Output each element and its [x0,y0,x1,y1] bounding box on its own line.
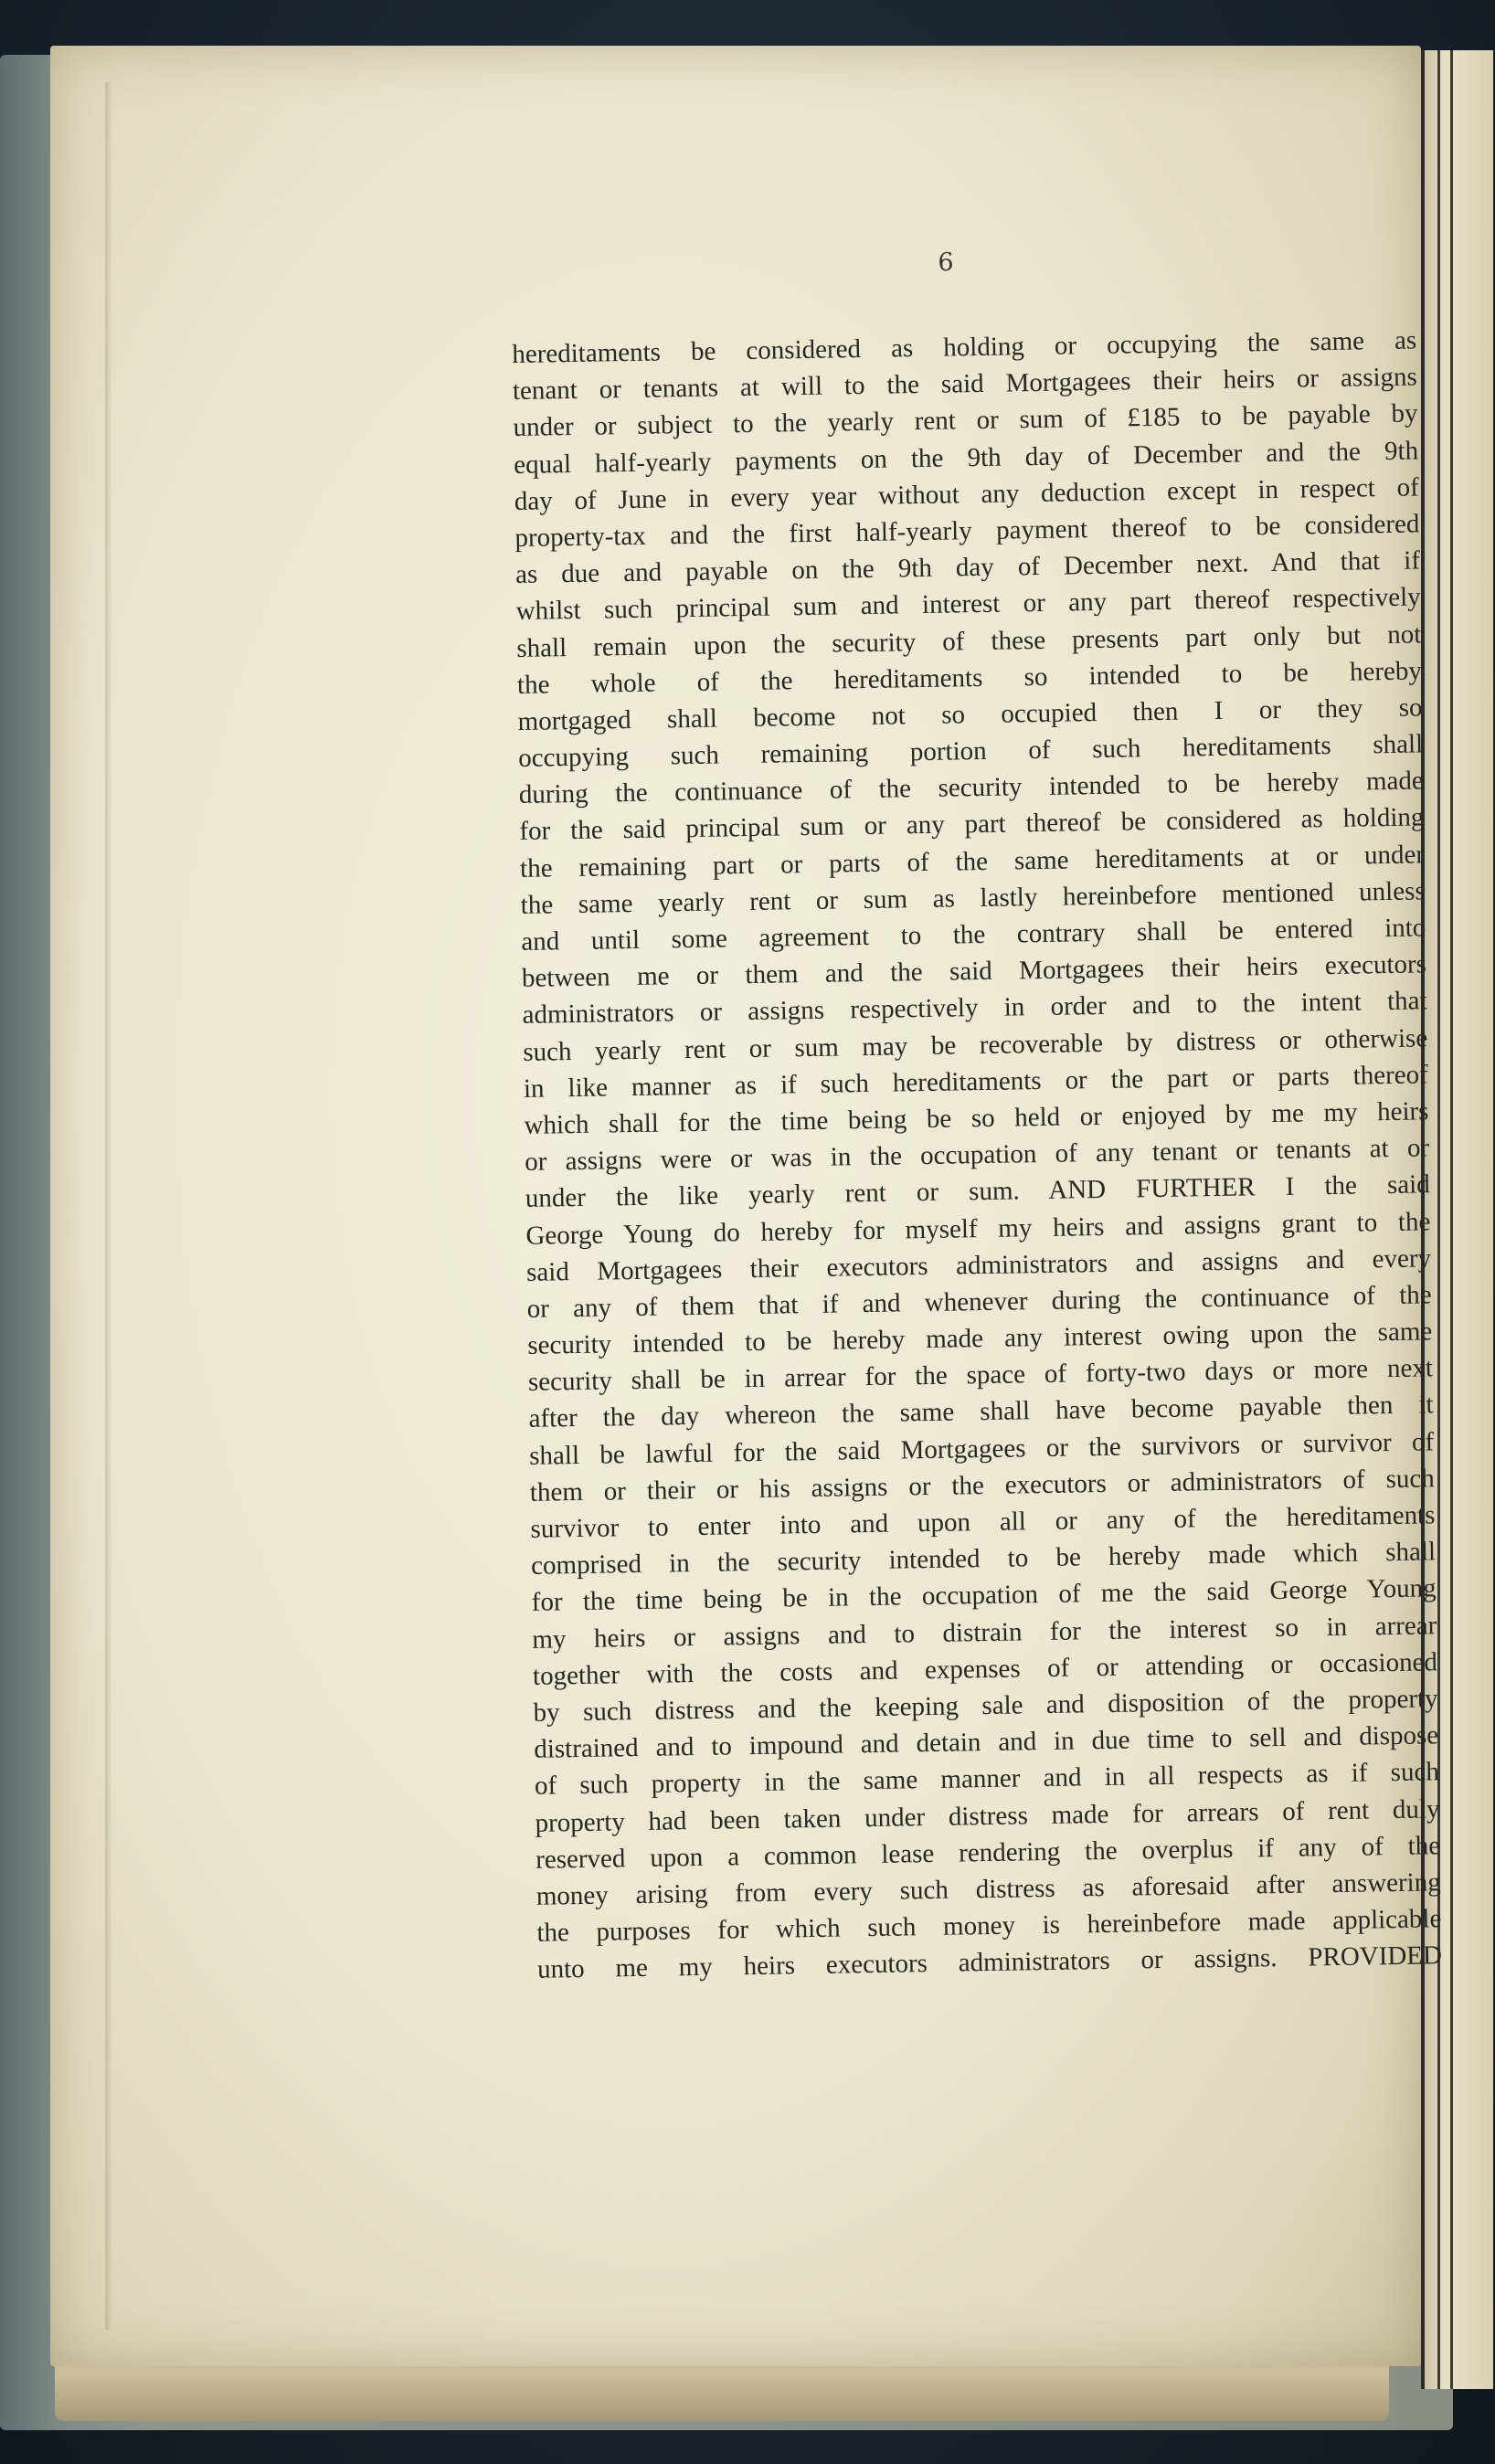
text-line: for the time being be in the occupation of me the said George Young [531,1573,1437,1618]
page-number: 6 [938,249,954,277]
text-line: them or their or his assigns or the executors or administrators of such [529,1464,1436,1507]
text-line: security intended to be hereby made any interest owing upon the same [527,1317,1433,1360]
text-line: tenant or tenants at will to the said Mortgagees their heirs or assigns [512,362,1418,407]
text-line: in like manner as if such hereditaments or the part or parts thereof [523,1060,1429,1104]
text-line: comprised in the security intended to be hereby made which shall [530,1537,1437,1581]
text-line: the remaining part or parts of the same hereditaments at or under [519,840,1426,883]
text-line: for the said principal sum or any part thereof be considered as holding [519,802,1425,847]
text-line: which shall for the time being be so held or enjoyed by me my heirs [524,1096,1429,1140]
text-line: as due and payable on the 9th day of December next. And that if [514,545,1421,590]
text-line: under or subject to the yearly rent or sum of £185 to be payable by [513,398,1418,443]
adjacent-page-edge [1421,50,1493,2389]
text-line: day of June in every year without any deduction except in respect of [514,472,1419,516]
text-line: and until some agreement to the contrary shall be entered into [521,913,1426,957]
page-rule-line [1450,50,1453,2389]
text-line: money arising from every such distress as aforesaid after answering [535,1867,1441,1911]
text-line: occupying such remaining portion of such hereditaments shall [518,729,1424,774]
text-line: or any of them that if and whenever during the continuance of the [526,1280,1432,1324]
text-line: survivor to enter into and upon all or any of the hereditaments [530,1500,1436,1544]
text-line: or assigns were or was in the occupation of any tenant or tenants at or [524,1133,1430,1178]
text-line: reserved upon a common lease rendering the overplus if any of the [535,1830,1441,1875]
text-line: property had been taken under distress made for arrears of rent duly [535,1793,1440,1838]
text-line: security shall be in arrear for the space of forty-two days or more next [527,1353,1434,1398]
text-line: after the day whereon the same shall have become payable then it [528,1390,1434,1434]
text-line: by such distress and the keeping sale and disposition of the property [533,1684,1438,1728]
text-line: said Mortgagees their executors administrators and assigns and every [525,1243,1432,1287]
text-line: such yearly rent or sum may be recoverable by distress or otherwise [523,1022,1428,1067]
text-line: the purposes for which such money is hereinbefore made applicable [536,1904,1442,1948]
text-line: together with the costs and expenses of or attending or occasioned [532,1647,1438,1691]
text-line: unto me my heirs executors administrators or assigns. PROVIDED [536,1941,1443,1985]
text-line: property-tax and the first half-yearly payment thereof to be considered [514,509,1420,553]
text-line: hereditaments be considered as holding or occupying the same as [512,325,1417,369]
text-line: shall remain upon the security of these presents part only but not [516,619,1422,663]
text-line: between me or them and the said Mortgagees their heirs executors [521,949,1427,994]
text-line: the whole of the hereditaments so intended to be hereby [516,656,1423,700]
text-line: distrained and to impound and detain and in due time to sell and dispose [534,1720,1439,1764]
text-line: the same yearly rent or sum as lastly hereinbefore mentioned unless [520,876,1426,920]
text-line: equal half-yearly payments on the 9th day of December and the 9th [513,435,1419,480]
text-line: under the like yearly rent or sum. AND FURTHER I the said [525,1169,1430,1214]
text-line: shall be lawful for the said Mortgagees or the survivors or survivor of [528,1426,1435,1471]
text-line: of such property in the same manner and in all respects as if such [534,1757,1440,1802]
text-line: my heirs or assigns and to distrain for the interest so in arrear [532,1610,1437,1655]
text-line: whilst such principal sum and interest or any part thereof respectively [515,582,1421,627]
text-line: mortgaged shall become not so occupied then I or they so [517,693,1423,736]
text-line: George Young do hereby for myself my heirs and assigns grant to the [525,1206,1431,1251]
body-text [512,322,1442,1988]
text-line: during the continuance of the security intended to be hereby made [518,766,1425,810]
text-line: administrators or assigns respectively in order and to the intent that [522,986,1427,1031]
page-rule-line [1437,50,1440,2389]
